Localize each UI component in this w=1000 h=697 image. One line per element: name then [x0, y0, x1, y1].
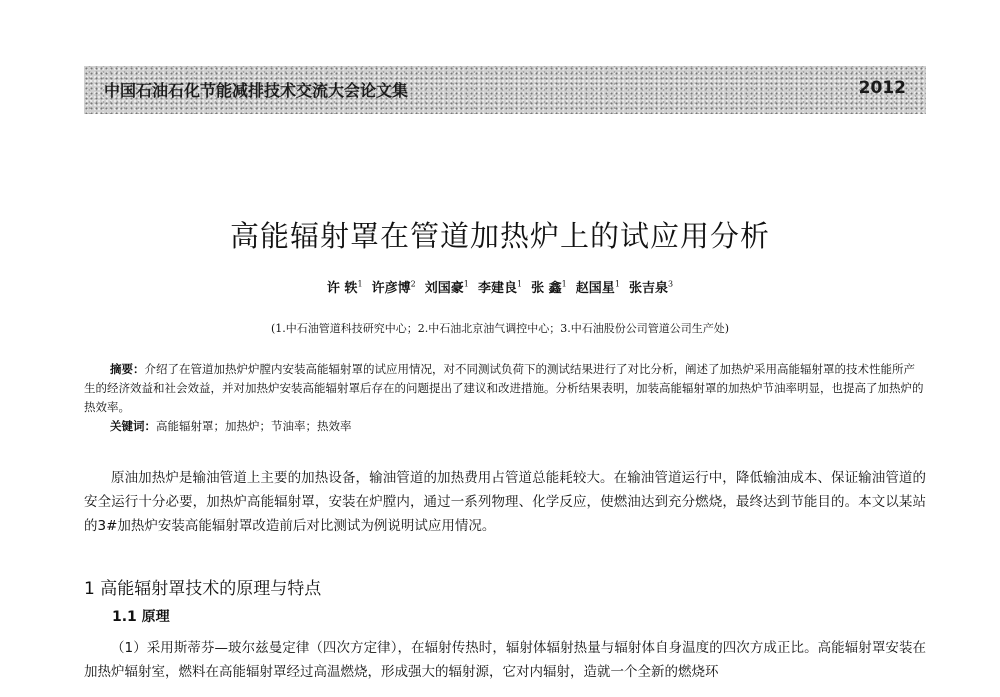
journal-name: 中国石油石化节能减排技术交流大会论文集 [104, 81, 409, 100]
author-affiliation-mark: 3 [667, 279, 674, 289]
author: 张 鑫 [531, 281, 562, 296]
keywords-text: 高能辐射罩；加热炉；节油率；热效率 [156, 419, 352, 433]
subsection-heading: 1.1 原理 [112, 609, 170, 625]
author-affiliation-mark: 1 [516, 279, 523, 289]
paper-title: 高能辐射罩在管道加热炉上的试应用分析 [229, 219, 770, 253]
section-heading: 1 高能辐射罩技术的原理与特点 [84, 579, 322, 599]
author-affiliation-mark: 1 [357, 279, 363, 289]
author-affiliation-mark: 2 [410, 279, 416, 289]
abstract-paragraph [84, 360, 926, 417]
author-affiliation-mark: 1 [463, 279, 469, 289]
journal-year: 2012 [858, 78, 906, 98]
keywords-label: 关键词： [110, 419, 156, 433]
author: 赵国星 [575, 281, 615, 296]
abstract-label: 摘要： [110, 362, 145, 376]
keywords-line [84, 417, 926, 436]
author: 刘国豪 [424, 281, 464, 296]
author-list [0, 277, 1000, 296]
author-affiliation-mark: 1 [561, 279, 567, 289]
author: 李建良 [477, 281, 517, 296]
principle-paragraph: （1）采用斯蒂芬—玻尔兹曼定律（四次方定律），在辐射传热时，辐射体辐射热量与辐射体自身温度的四次方成正比。高能辐射罩安装在加热炉辐射室，燃料在高能辐射罩经过高温燃烧，形成强大的辐射源，它对内辐射，造就一个全新的燃烧环 [84, 640, 926, 680]
abstract-block [84, 360, 926, 436]
author: 张吉泉 [628, 281, 668, 296]
author: 许彦博 [371, 281, 411, 296]
author-affiliation-mark: 1 [614, 279, 620, 289]
journal-header-band [84, 66, 926, 114]
abstract-text: 介绍了在管道加热炉炉膛内安装高能辐射罩的试应用情况，对不同测试负荷下的测试结果进行了对比分析，阐述了加热炉采用高能辐射罩的技术性能所产生的经济效益和社会效益，并对加热炉安装高能辐射罩后存在的问题提出了建议和改进措施。分析结果表明，加装高能辐射罩的加热炉节油率明显，也提高了加热炉的热效率。 [84, 362, 924, 414]
author: 许 轶 [326, 281, 358, 296]
affiliations: (1.中石油管道科技研究中心；2.中石油北京油气调控中心；3.中石油股份公司管道公司生产处) [270, 322, 730, 335]
intro-paragraph: 原油加热炉是输油管道上主要的加热设备，输油管道的加热费用占管道总能耗较大。在输油管道运行中，降低输油成本、保证输油管道的安全运行十分必要，加热炉高能辐射罩，安装在炉膛内，通过一系列物理、化学反应，使燃油达到充分燃烧，最终达到节能目的。本文以某站的3#加热炉安装高能辐射罩改造前后对比测试为例说明试应用情况。 [84, 470, 926, 534]
